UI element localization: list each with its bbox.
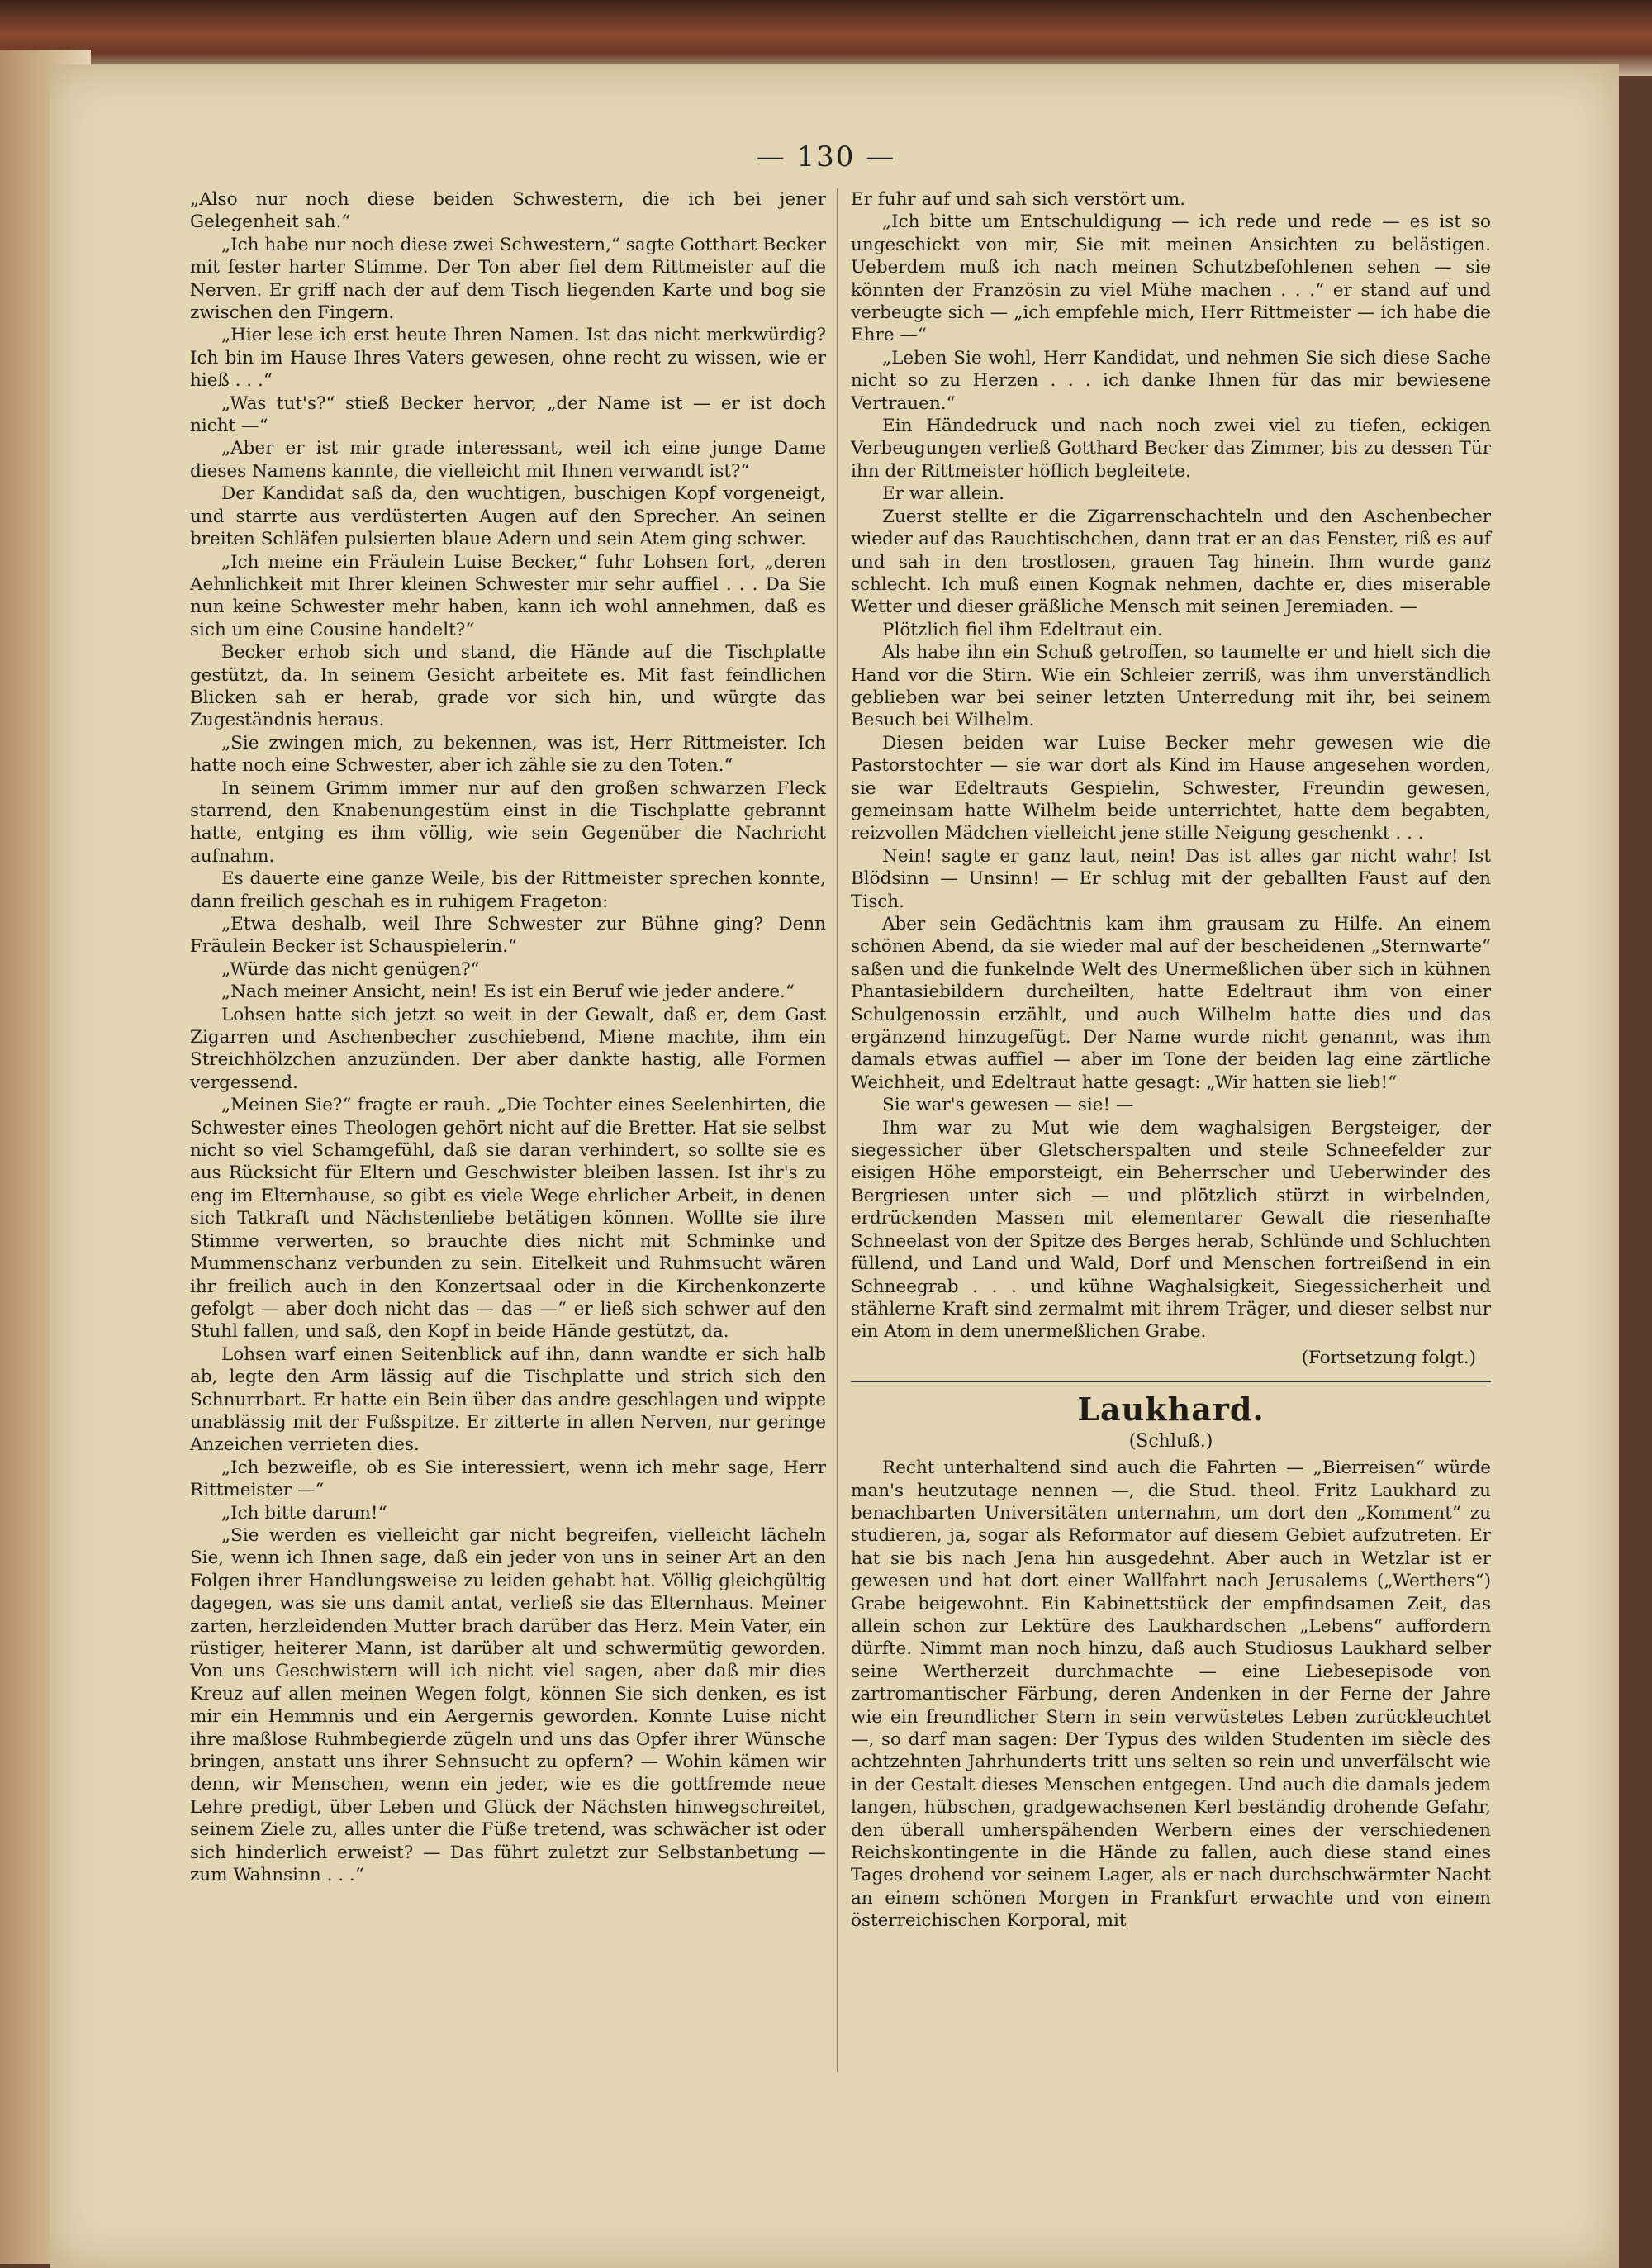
- paragraph: Diesen beiden war Luise Becker mehr gewesen wie die Pastorstochter — sie war dort als Kind im Hause angesehen worden, sie war Edeltrauts Gespielin, Schwester, Freundin gewesen, gemeinsam hatte Wilhelm beide unterrichtet, hatte dem begabten, reizvollen Mädchen vielleicht jene stille Neigung geschenkt . . .: [851, 732, 1491, 844]
- paragraph: Als habe ihn ein Schuß getroffen, so taumelte er und hielt sich die Hand vor die Stirn. Wie ein Schleier zerriß, was ihm unverständlich geblieben war bei seiner letzten Unterredung mit ihr, bei seinem Besuch bei Wilhelm.: [851, 642, 1491, 731]
- paragraph: Er fuhr auf und sah sich verstört um.: [851, 189, 1186, 210]
- paragraph: „Ich bezweifle, ob es Sie interessiert, wenn ich mehr sage, Herr Rittmeister —“: [190, 1457, 826, 1501]
- paragraph: „Aber er ist mir grade interessant, weil ich eine junge Dame dieses Namens kannte, die vielleicht mit Ihnen verwandt ist?“: [190, 438, 826, 482]
- paragraph: Lohsen hatte sich jetzt so weit in der Gewalt, daß er, dem Gast Zigarren und Aschenbecher zuschiebend, Miene machte, ihm ein Streichhölzchen anzuzünden. Der aber dankte hastig, alle Formen vergessend.: [190, 1004, 826, 1093]
- paragraph: In seinem Grimm immer nur auf den großen schwarzen Fleck starrend, den Knabenungestüm einst in die Tischplatte gebrannt hatte, entging es ihm völlig, wie sein Gegenüber die Nachricht aufnahm.: [190, 777, 826, 867]
- paragraph: „Also nur noch diese beiden Schwestern, die ich bei jener Gelegenheit sah.“: [190, 189, 826, 233]
- article-title: Laukhard.: [1077, 1391, 1265, 1429]
- paragraph: „Hier lese ich erst heute Ihren Namen. Ist das nicht merkwürdig? Ich bin im Hause Ihres Vaters gewesen, ohne recht zu wissen, wie er hieß . . .“: [190, 325, 826, 392]
- section-divider: [851, 1381, 1491, 1382]
- paragraph: „Würde das nicht genügen?“: [221, 958, 480, 980]
- paragraph: „Sie werden es vielleicht gar nicht begreifen, vielleicht lächeln Sie, wenn ich Ihnen sage, daß ein jeder von uns in seiner Art an den Folgen ihrer Handlungsweise zu leiden gehabt hat. Völlig gleichgültig dagegen, was sie uns damit antat, verließ sie das Elternhaus. Meiner zarten, herzleidenden Mutter brach darüber das Herz. Mein Vater, ein rüstiger, heiterer Mann, ist darüber alt und schwermütig geworden. Von uns Geschwistern will ich nicht viel sagen, aber daß mir dies Kreuz auf allen meinen Wegen folgt, können Sie sich denken, es ist mir ein Hemmnis und ein Aergernis geworden. Konnte Luise nicht ihre maßlose Ruhmbegierde zügeln und uns das Opfer ihrer Wünsche bringen, anstatt uns ihrer Sehnsucht zu opfern? — Wohin kämen wir denn, wir Menschen, wenn ein jeder, wie es die gottfremde neue Lehre predigt, über Leben und Glück der Nächsten hinwegschreitet, seinem Ziele zu, alles unter die Füße tretend, was schwächer ist oder sich hinderlich erweist? — Das führt zuletzt zur Selbstanbetung — zum Wahnsinn . . .“: [190, 1524, 826, 1886]
- left-text-column: [190, 188, 826, 1886]
- paragraph: „Ich bitte um Entschuldigung — ich rede und rede — es ist so ungeschickt von mir, Sie mit meinen Ansichten zu belästigen. Ueberdem muß ich nach meinen Schutzbefohlenen sehen — sie könnten der Französin zu viel Mühe machen . . .“ er stand auf und verbeugte sich — „ich empfehle mich, Herr Rittmeister — ich habe die Ehre —“: [851, 212, 1491, 346]
- paragraph: „Meinen Sie?“ fragte er rauh. „Die Tochter eines Seelenhirten, die Schwester eines Theologen gehört nicht auf die Bretter. Hat sie selbst nicht so viel Schamgefühl, daß sie daran verhindert, so sollte sie es aus Rücksicht für Eltern und Geschwister bleiben lassen. Ist ihr's zu eng im Elternhause, so gibt es viele Wege ehrlicher Arbeit, in denen sich Tatkraft und Nächstenliebe betätigen können. Wollte sie ihre Stimme verwerten, so brauchte dies nicht mit Schminke und Mummenschanz verbunden zu sein. Eitelkeit und Ruhmsucht wären ihr freilich auch in den Konzertsaal oder in die Kirchenkonzerte gefolgt — aber doch nicht das — das —“ er ließ sich schwer auf den Stuhl fallen, und saß, den Kopf in beide Hände gestützt, da.: [190, 1095, 826, 1343]
- paragraph: Ihm war zu Mut wie dem waghalsigen Bergsteiger, der siegessicher über Gletscherspalten und steile Schneefelder zur eisigen Höhe emporsteigt, ein Beherrscher und Ueberwinder des Bergriesen unter sich — und plötzlich stürzt in wirbelnden, erdrückenden Massen mit elementarer Gewalt die riesenhafte Schneelast von der Spitze des Berges herab, Schlünde und Schluchten füllend, und Land und Wald, Dorf und Menschen fortreißend in ein Schneegrab . . . und kühne Waghalsigkeit, Siegessicherheit und stählerne Kraft sind zermalmt mit ihrem Träger, und dieser selbst nur ein Atom in dem unermeßlichen Grabe.: [851, 1117, 1491, 1343]
- column-divider: [837, 188, 838, 2072]
- paragraph: Nein! sagte er ganz laut, nein! Das ist alles gar nicht wahr! Ist Blödsinn — Unsinn! — Er schlug mit der geballten Faust auf den Tisch.: [851, 845, 1491, 912]
- paragraph: Er war allein.: [882, 483, 1004, 505]
- paragraph: Aber sein Gedächtnis kam ihm grausam zu Hilfe. An einem schönen Abend, da sie wieder mal auf der bescheidenen „Sternwarte“ saßen und die funkelnde Welt des Unermeßlichen über sich in kühnen Phantasiebildern durcheilten, hatte Edeltraut ihm von einer Schulgenossin erzählt, und auch Wilhelm hatte dies und das ergänzend hinzugefügt. Der Name wurde nicht genannt, was ihm damals etwas auffiel — aber im Tone der beiden lag eine zärtliche Weichheit, und Edeltraut hatte gesagt: „Wir hatten sie lieb!“: [851, 914, 1491, 1093]
- paragraph: „Ich habe nur noch diese zwei Schwestern,“ sagte Gotthart Becker mit fester harter Stimme. Der Ton aber fiel dem Rittmeister auf die Nerven. Er griff nach der auf dem Tisch liegenden Karte und bog sie zwischen den Fingern.: [190, 234, 826, 324]
- right-text-column: [851, 188, 1491, 1933]
- paragraph: Es dauerte eine ganze Weile, bis der Rittmeister sprechen konnte, dann freilich geschah es in ruhigem Frageton:: [190, 868, 826, 912]
- paragraph: „Ich bitte darum!“: [221, 1502, 387, 1524]
- page-number: — 130 —: [756, 140, 896, 174]
- paragraph: „Sie zwingen mich, zu bekennen, was ist, Herr Rittmeister. Ich hatte noch eine Schwester, aber ich zähle sie zu den Toten.“: [190, 732, 826, 777]
- paragraph: Zuerst stellte er die Zigarrenschachteln und den Aschenbecher wieder auf das Rauchtischchen, dann trat er an das Fenster, riß es auf und sah in den trostlosen, grauen Tag hinein. Ihm wurde ganz schlecht. Ich muß einen Kognak nehmen, dachte er, dies miserable Wetter und dieser gräßliche Mensch mit seinen Jeremiaden. —: [851, 506, 1491, 618]
- paragraph: „Ich meine ein Fräulein Luise Becker,“ fuhr Lohsen fort, „deren Aehnlichkeit mit Ihrer kleinen Schwester mir sehr auffiel . . . Da Sie nun keine Schwester mehr haben, kann ich wohl annehmen, daß es sich um eine Cousine handelt?“: [190, 551, 826, 640]
- paragraph: Plötzlich fiel ihm Edeltraut ein.: [882, 619, 1163, 640]
- paragraph: „Leben Sie wohl, Herr Kandidat, und nehmen Sie sich diese Sache nicht so zu Herzen . . . ich danke Ihnen für das mir bewiesene Vertrauen.“: [851, 347, 1491, 414]
- paragraph: Ein Händedruck und nach noch zwei viel zu tiefen, eckigen Verbeugungen verließ Gotthard Becker das Zimmer, bis zu dessen Tür ihn der Rittmeister höflich begleitete.: [851, 416, 1491, 482]
- paragraph: „Etwa deshalb, weil Ihre Schwester zur Bühne ging? Denn Fräulein Becker ist Schauspielerin.“: [190, 914, 826, 958]
- article-subtitle: (Schluß.): [1128, 1431, 1213, 1453]
- paragraph: Sie war's gewesen — sie! —: [882, 1095, 1134, 1116]
- paragraph: Becker erhob sich und stand, die Hände auf die Tischplatte gestützt, da. In seinem Gesicht arbeitete es. Mit fast feindlichen Blicken sah er herab, grade vor sich hin, und würgte das Zugeständnis heraus.: [190, 642, 826, 731]
- paragraph: „Nach meiner Ansicht, nein! Es ist ein Beruf wie jeder andere.“: [221, 982, 795, 1003]
- paragraph: Der Kandidat saß da, den wuchtigen, buschigen Kopf vorgeneigt, und starrte aus verdüsterten Augen auf den Sprecher. An seinen breiten Schläfen pulsierten blaue Adern und sein Atem ging schwer.: [190, 483, 826, 550]
- article-paragraph: Recht unterhaltend sind auch die Fahrten — „Bierreisen“ würde man's heutzutage nennen —, die Stud. theol. Fritz Laukhard zu benachbarten Universitäten unternahm, um dort den „Komment“ zu studieren, ja, sogar als Reformator auf diesem Gebiet aufzutreten. Er hat sie bis nach Jena hin ausgedehnt. Aber auch in Wetzlar ist er gewesen und hat dort einer Wallfahrt nach Jerusalems („Werthers“) Grabe beigewohnt. Ein Kabinettstück der empfindsamen Zeit, das allein schon zur Lektüre des Laukhardschen „Lebens“ auffordern dürfte. Nimmt man noch hinzu, daß auch Studiosus Laukhard selber seine Wertherzeit durchmachte — eine Liebesepisode von zartromantischer Färbung, deren Andenken in der Ferne der Jahre wie ein freundlicher Stern in sein verwüstetes Leben zurückleuchtet —, so darf man sagen: Der Typus des wilden Studenten im siècle des achtzehnten Jahrhunderts tritt uns selten so rein und unverfälscht wie in der Gestalt dieses Menschen entgegen. Und auch die damals jedem langen, hübschen, gradgewachsenen Kerl beständig drohende Gefahr, den überall umherspähenden Werbern eines der verschiedenen Reichskontingente in die Hände zu fallen, auch diese stand eines Tages drohend vor seinem Lager, als er nach durchschwärmter Nacht an einem schönen Morgen in Frankfurt erwachte und von einem österreichischen Korporal, mit: [851, 1457, 1491, 1932]
- continuation-note: (Fortsetzung folgt.): [1301, 1347, 1476, 1368]
- paragraph: „Was tut's?“ stieß Becker hervor, „der Name ist — er ist doch nicht —“: [190, 392, 826, 437]
- paragraph: Lohsen warf einen Seitenblick auf ihn, dann wandte er sich halb ab, legte den Arm lässig auf die Tischplatte und strich sich den Schnurrbart. Er hatte ein Bein über das andre geschlagen und wippte unablässig mit der Fußspitze. Er zitterte in allen Nerven, nur geringe Anzeichen verrieten dies.: [190, 1343, 826, 1456]
